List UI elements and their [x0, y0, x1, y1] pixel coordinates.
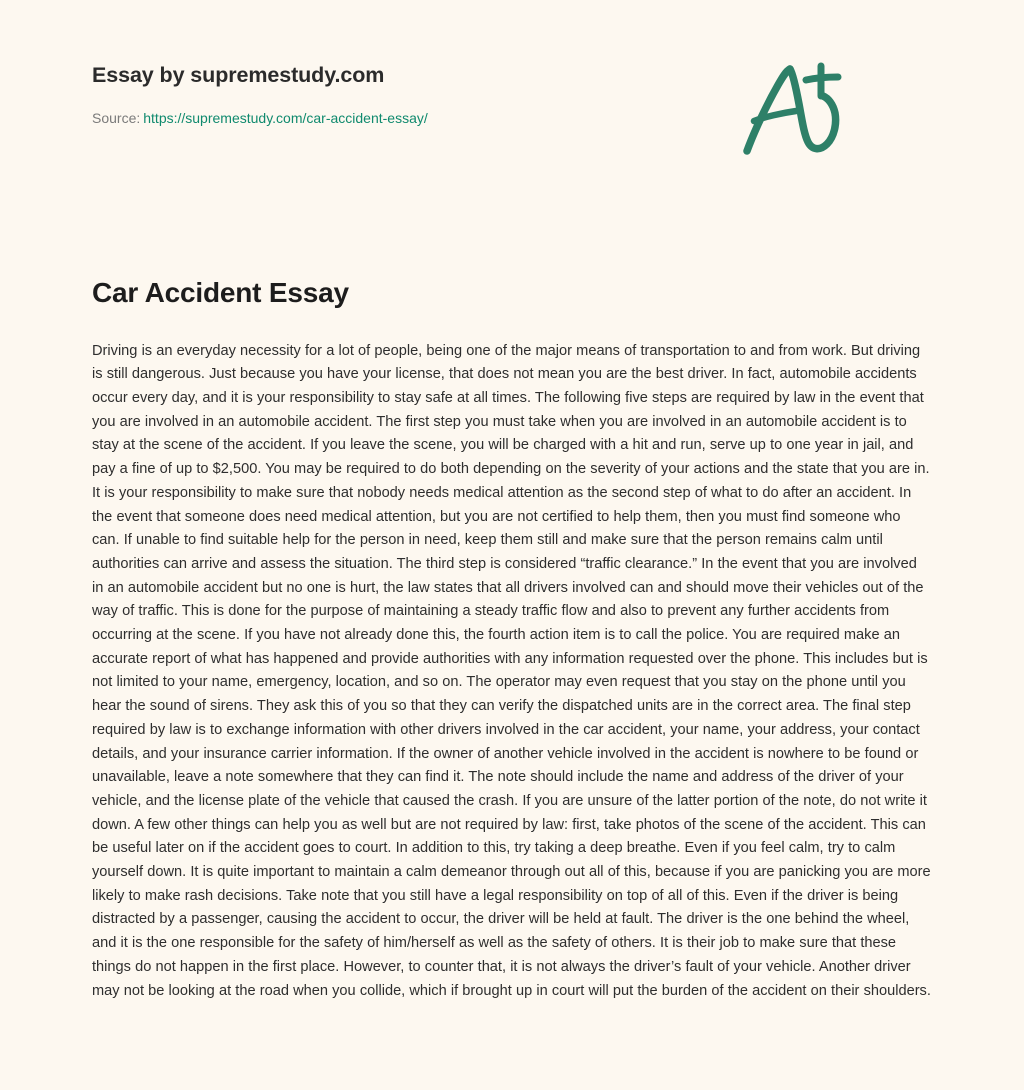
document-header [92, 0, 932, 180]
essay-body-text: Driving is an everyday necessity for a lot of people, being one of the major means of transportation to and from work. But driving is still dangerous. Just because you have your license, that does not mean you are the best driver. In fact, automobile accidents occur every day, and it is your responsibility to stay safe at all times. The following five steps are required by law in the event that you are involved in an automobile accident. The first step you must take when you are involved in an automobile accident is to stay at the scene of the accident. If you leave the scene, you will be charged with a hit and run, serve up to one year in jail, and pay a fine of up to $2,500. You may be required to do both depending on the severity of your actions and the state that you are in. It is your responsibility to make sure that nobody needs medical attention as the second step of what to do after an accident. In the event that someone does need medical attention, but you are not certified to help them, then you must find someone who can. If unable to find suitable help for the person in need, keep them still and make sure that the person remains calm until authorities can arrive and assess the situation. The third step is considered “traffic clearance.” In the event that you are involved in an automobile accident but no one is hurt, the law states that all drivers involved can and should move their vehicles out of the way of traffic. This is done for the purpose of maintaining a steady traffic flow and also to prevent any further accidents from occurring at the scene. If you have not already done this, the fourth action item is to call the police. You are required make an accurate report of what has happened and provide authorities with any information requested over the phone. This includes but is not limited to your name, emergency, location, and so on. The operator may even request that you stay on the phone until you hear the sound of sirens. They ask this of you so that they can verify the dispatched units are in the correct area. The final step required by law is to exchange information with other drivers involved in the car accident, your name, your address, your contact details, and your insurance carrier information. If the owner of another vehicle involved in the accident is nowhere to be found or unavailable, leave a note somewhere that they can find it. The note should include the name and address of the driver of your vehicle, and the license plate of the vehicle that caused the crash. If you are unsure of the latter portion of the note, do not write it down. A few other things can help you as well but are not required by law: first, take photos of the scene of the accident. This can be useful later on if the accident goes to court. In addition to this, try taking a deep breathe. Even if you feel calm, try to calm yourself down. It is quite important to maintain a calm demeanor through out all of this, because if you are panicking you are more likely to make rash decisions. Take note that you still have a legal responsibility on top of all of this. Even if the driver is being distracted by a passenger, causing the accident to occur, the driver will be held at fault. The driver is the one behind the wheel, and it is the one responsible for the safety of him/herself as well as the safety of others. It is their job to make sure that these things do not happen in the first place. However, to counter that, it is not always the driver’s fault of your vehicle. Another driver may not be looking at the road when you collide, which if brought up in court will put the burden of the accident on their shoulders. [92, 342, 931, 999]
essay-section [92, 276, 932, 1003]
site-title: Essay by supremestudy.com [92, 63, 385, 87]
page-title: Car Accident Essay [92, 277, 349, 308]
source-url-link[interactable]: https://supremestudy.com/car-accident-essay/ [143, 109, 428, 126]
source-line [92, 109, 932, 127]
source-label: Source: [92, 109, 141, 126]
